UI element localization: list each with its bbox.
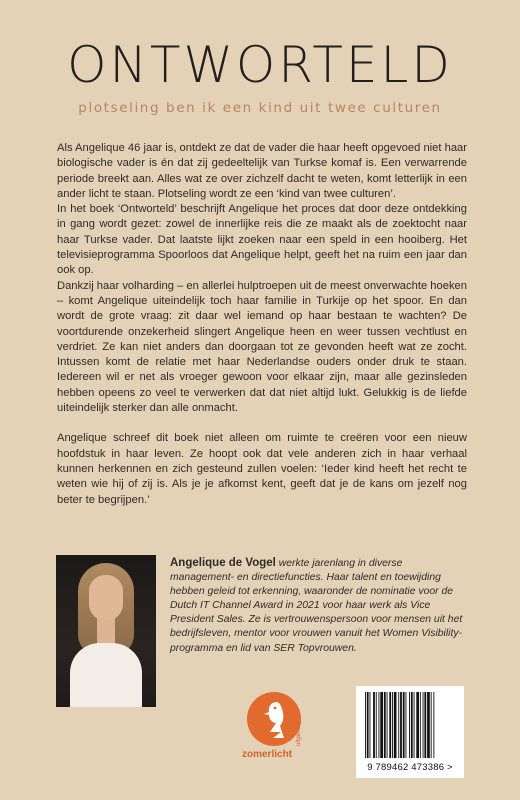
author-photo xyxy=(56,555,156,707)
author-bio xyxy=(170,556,466,656)
book-title: ONTWORTELD xyxy=(67,36,453,94)
blurb-paragraph: Als Angelique 46 jaar is, ontdekt ze dat de vader die haar heeft opgevoed niet haar biologische vader is én dat zij gedeeltelijk van Turkse komaf is. Een verwarrende periode breekt aan. Alles wat ze over zichzelf dacht te weten, komt letterlijk in een ander licht te staan. Plotseling wordt ze een ‘kind van twee culturen’. xyxy=(57,142,467,200)
blurb-text xyxy=(57,141,467,508)
isbn-number: 9 789462 473386 > xyxy=(367,762,453,773)
publisher-name: zomerlicht xyxy=(242,749,293,760)
book-subtitle: plotseling ben ik een kind uit twee culturen xyxy=(78,100,442,116)
barcode-graphic xyxy=(364,692,456,760)
blurb-paragraph: Dankzij haar volharding – en allerlei hulptroepen uit de meest onverwachte hoeken – komt Angelique uiteindelijk toch haar familie in Turkije op het spoor. En dan wordt de grote vraag: zit daar wel iemand op haar bestaan te wachten? De voortdurende onzekerheid slingert Angelique heen en weer tussen vechtlust en verdriet. Ze kan niet anders dan doorgaan tot ze gevonden heeft wat ze zocht. Intussen komt de relatie met haar Nederlandse ouders onder druk te staan. Iedereen wil er net als vroeger gewoon voor elkaar zijn, maar alle gezinsleden hebben opeens zo veel te verwerken dat dat niet altijd lukt. Gelukkig is de liefde uiteindelijk sterker dan alle onmacht. xyxy=(57,279,467,415)
author-bio-text: werkte jarenlang in diverse management- en directiefuncties. Haar talent en toewijding hebben geleid tot erkenning, waaronder de nominatie voor de Dutch IT Channel Award in 2021 voor haar werk als Vice President Sales. Ze is vertrouwenspersoon voor mensen uit het bedrijfsleven, mentor voor vrouwen vanuit het Women Visibility-programma en lid van SER Topvrouwen. xyxy=(170,558,463,654)
isbn-barcode xyxy=(356,686,464,778)
author-name: Angelique de Vogel xyxy=(170,557,276,569)
blurb-paragraph: In het boek ‘Ontworteld’ beschrijft Angelique het proces dat door deze ontdekking in gang wordt gezet: zowel de innerlijke reis die ze maakt als de zoektocht naar haar Turkse vader. Dat laatste lijkt zoeken naar een speld in een hooiberg. Het televisieprogramma Spoorloos dat Angelique helpt, geeft het na ruim een jaar dan ook op. xyxy=(57,203,467,277)
publisher-logo xyxy=(247,692,301,746)
bird-icon xyxy=(247,692,301,746)
blurb-paragraph: Angelique schreef dit boek niet alleen om ruimte te creëren voor een nieuw hoofdstuk in haar leven. Ze hoopt ook dat vele anderen zich in haar verhaal kunnen herkennen en zich gesteund zullen voelen: ‘Ieder kind heeft het recht te weten wie hij of zij is. Als je je afkomst kent, geeft dat je de kans om jezelf nog beter te begrijpen.’ xyxy=(57,432,467,506)
publisher-tag: uitgeverij xyxy=(296,721,302,746)
